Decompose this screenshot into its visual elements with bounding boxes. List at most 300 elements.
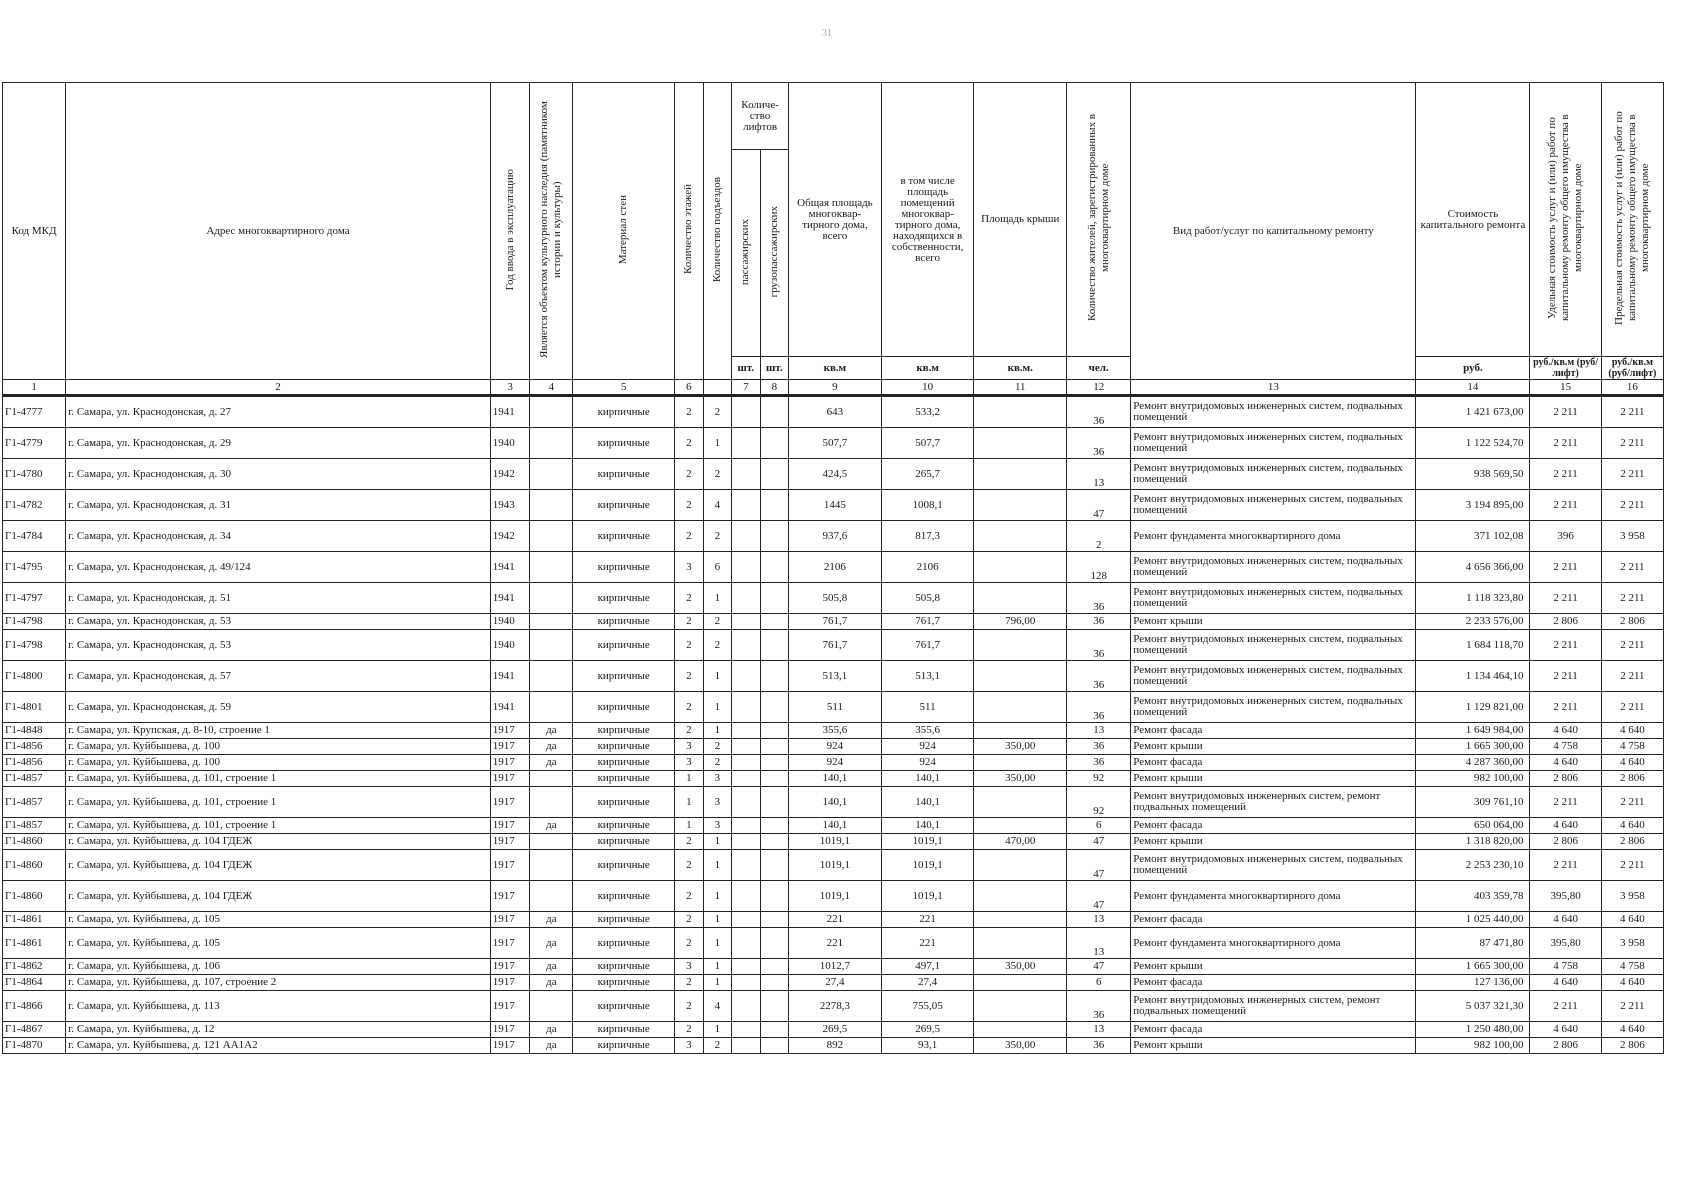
cell-roof-area bbox=[974, 583, 1067, 614]
cell-owned-area: 140,1 bbox=[881, 818, 974, 834]
cell-limit-cost: 4 640 bbox=[1601, 912, 1663, 928]
cell-passenger-lifts bbox=[732, 771, 761, 787]
cell-passenger-lifts bbox=[732, 490, 761, 521]
cell-entrances: 3 bbox=[703, 771, 732, 787]
cell-year: 1941 bbox=[490, 583, 530, 614]
cell-work-type: Ремонт фасада bbox=[1131, 1022, 1416, 1038]
cell-roof-area bbox=[974, 521, 1067, 552]
cell-address: г. Самара, ул. Куйбышева, д. 104 ГДЕЖ bbox=[66, 881, 491, 912]
cell-wall-material: кирпичные bbox=[573, 928, 675, 959]
cell-floors: 2 bbox=[675, 928, 704, 959]
cell-freight-lifts bbox=[760, 959, 789, 975]
cell-unit-cost: 4 640 bbox=[1530, 723, 1601, 739]
cell-work-type: Ремонт внутридомовых инженерных систем, подвальных помещений bbox=[1131, 692, 1416, 723]
cell-year: 1940 bbox=[490, 630, 530, 661]
cell-heritage: да bbox=[530, 959, 573, 975]
cell-wall-material: кирпичные bbox=[573, 428, 675, 459]
cell-year: 1941 bbox=[490, 661, 530, 692]
cell-wall-material: кирпичные bbox=[573, 583, 675, 614]
cell-owned-area: 755,05 bbox=[881, 991, 974, 1022]
cell-heritage: да bbox=[530, 1038, 573, 1054]
cell-total-area: 221 bbox=[789, 912, 882, 928]
cell-total-area: 761,7 bbox=[789, 614, 882, 630]
cell-code: Г1-4782 bbox=[3, 490, 66, 521]
cell-entrances: 4 bbox=[703, 991, 732, 1022]
cell-owned-area: 140,1 bbox=[881, 787, 974, 818]
cell-owned-area: 355,6 bbox=[881, 723, 974, 739]
cell-cost: 1 684 118,70 bbox=[1416, 630, 1530, 661]
cell-heritage bbox=[530, 428, 573, 459]
table-row bbox=[3, 723, 1664, 739]
cell-work-type: Ремонт фасада bbox=[1131, 723, 1416, 739]
cell-owned-area: 140,1 bbox=[881, 771, 974, 787]
cell-heritage bbox=[530, 771, 573, 787]
cell-address: г. Самара, ул. Куйбышева, д. 105 bbox=[66, 928, 491, 959]
cell-floors: 2 bbox=[675, 614, 704, 630]
cell-passenger-lifts bbox=[732, 661, 761, 692]
cell-heritage bbox=[530, 459, 573, 490]
cell-owned-area: 924 bbox=[881, 739, 974, 755]
cell-residents: 36 bbox=[1067, 428, 1131, 459]
cell-heritage: да bbox=[530, 739, 573, 755]
cell-owned-area: 93,1 bbox=[881, 1038, 974, 1054]
cell-entrances: 2 bbox=[703, 739, 732, 755]
cell-roof-area bbox=[974, 630, 1067, 661]
cell-year: 1917 bbox=[490, 959, 530, 975]
cell-code: Г1-4860 bbox=[3, 881, 66, 912]
cell-work-type: Ремонт внутридомовых инженерных систем, подвальных помещений bbox=[1131, 583, 1416, 614]
table-row bbox=[3, 661, 1664, 692]
cell-owned-area: 1019,1 bbox=[881, 834, 974, 850]
cell-roof-area: 350,00 bbox=[974, 771, 1067, 787]
cell-code: Г1-4777 bbox=[3, 396, 66, 428]
cell-entrances: 1 bbox=[703, 912, 732, 928]
cell-residents: 36 bbox=[1067, 614, 1131, 630]
cell-entrances: 1 bbox=[703, 850, 732, 881]
cell-floors: 2 bbox=[675, 723, 704, 739]
cell-unit-cost: 2 211 bbox=[1530, 850, 1601, 881]
cell-owned-area: 505,8 bbox=[881, 583, 974, 614]
cell-code: Г1-4867 bbox=[3, 1022, 66, 1038]
cell-floors: 1 bbox=[675, 818, 704, 834]
cell-wall-material: кирпичные bbox=[573, 818, 675, 834]
cell-year: 1917 bbox=[490, 771, 530, 787]
cell-floors: 2 bbox=[675, 428, 704, 459]
cell-work-type: Ремонт фасада bbox=[1131, 975, 1416, 991]
cell-residents: 92 bbox=[1067, 771, 1131, 787]
cell-passenger-lifts bbox=[732, 881, 761, 912]
cell-address: г. Самара, ул. Куйбышева, д. 121 АА1А2 bbox=[66, 1038, 491, 1054]
cell-limit-cost: 2 211 bbox=[1601, 459, 1663, 490]
cell-heritage bbox=[530, 396, 573, 428]
cell-entrances: 3 bbox=[703, 787, 732, 818]
table-row bbox=[3, 991, 1664, 1022]
cell-floors: 2 bbox=[675, 881, 704, 912]
cell-owned-area: 221 bbox=[881, 928, 974, 959]
cell-roof-area bbox=[974, 975, 1067, 991]
cell-total-area: 924 bbox=[789, 755, 882, 771]
cell-cost: 87 471,80 bbox=[1416, 928, 1530, 959]
cell-freight-lifts bbox=[760, 850, 789, 881]
unit-sqm: кв.м. bbox=[974, 357, 1067, 380]
cell-freight-lifts bbox=[760, 552, 789, 583]
page-number: 31 bbox=[822, 28, 832, 39]
cell-residents: 36 bbox=[1067, 692, 1131, 723]
cell-cost: 1 118 323,80 bbox=[1416, 583, 1530, 614]
cell-owned-area: 2106 bbox=[881, 552, 974, 583]
column-number: 4 bbox=[530, 380, 573, 396]
column-number: 13 bbox=[1131, 380, 1416, 396]
cell-residents: 47 bbox=[1067, 850, 1131, 881]
cell-work-type: Ремонт внутридомовых инженерных систем, подвальных помещений bbox=[1131, 661, 1416, 692]
cell-cost: 650 064,00 bbox=[1416, 818, 1530, 834]
cell-passenger-lifts bbox=[732, 583, 761, 614]
cell-heritage: да bbox=[530, 928, 573, 959]
cell-total-area: 221 bbox=[789, 928, 882, 959]
cell-freight-lifts bbox=[760, 991, 789, 1022]
cell-heritage: да bbox=[530, 912, 573, 928]
cell-code: Г1-4801 bbox=[3, 692, 66, 723]
cell-total-area: 140,1 bbox=[789, 771, 882, 787]
cell-floors: 2 bbox=[675, 396, 704, 428]
cell-code: Г1-4857 bbox=[3, 771, 66, 787]
cell-wall-material: кирпичные bbox=[573, 787, 675, 818]
cell-owned-area: 817,3 bbox=[881, 521, 974, 552]
cell-work-type: Ремонт фасада bbox=[1131, 912, 1416, 928]
cell-owned-area: 221 bbox=[881, 912, 974, 928]
cell-work-type: Ремонт фасада bbox=[1131, 755, 1416, 771]
cell-work-type: Ремонт внутридомовых инженерных систем, подвальных помещений bbox=[1131, 552, 1416, 583]
column-number-row bbox=[3, 380, 1664, 396]
cell-owned-area: 1019,1 bbox=[881, 850, 974, 881]
cell-unit-cost: 2 806 bbox=[1530, 1038, 1601, 1054]
cell-total-area: 513,1 bbox=[789, 661, 882, 692]
cell-residents: 13 bbox=[1067, 928, 1131, 959]
cell-unit-cost: 396 bbox=[1530, 521, 1601, 552]
cell-wall-material: кирпичные bbox=[573, 881, 675, 912]
cell-wall-material: кирпичные bbox=[573, 739, 675, 755]
cell-residents: 36 bbox=[1067, 739, 1131, 755]
cell-roof-area bbox=[974, 490, 1067, 521]
header-year: Год ввода в эксплуатацию bbox=[490, 83, 530, 380]
cell-cost: 982 100,00 bbox=[1416, 771, 1530, 787]
cell-freight-lifts bbox=[760, 614, 789, 630]
cell-passenger-lifts bbox=[732, 959, 761, 975]
cell-unit-cost: 4 758 bbox=[1530, 959, 1601, 975]
cell-work-type: Ремонт фундамента многоквартирного дома bbox=[1131, 521, 1416, 552]
cell-heritage bbox=[530, 583, 573, 614]
cell-freight-lifts bbox=[760, 723, 789, 739]
column-number: 2 bbox=[66, 380, 491, 396]
cell-address: г. Самара, ул. Куйбышева, д. 100 bbox=[66, 739, 491, 755]
cell-wall-material: кирпичные bbox=[573, 723, 675, 739]
column-number: 11 bbox=[974, 380, 1067, 396]
cell-entrances: 1 bbox=[703, 692, 732, 723]
cell-work-type: Ремонт внутридомовых инженерных систем, подвальных помещений bbox=[1131, 396, 1416, 428]
header-entrances: Количество подъездов bbox=[703, 83, 732, 380]
cell-code: Г1-4860 bbox=[3, 834, 66, 850]
cell-wall-material: кирпичные bbox=[573, 771, 675, 787]
cell-total-area: 511 bbox=[789, 692, 882, 723]
unit-people: чел. bbox=[1067, 357, 1131, 380]
cell-residents: 6 bbox=[1067, 975, 1131, 991]
table-row bbox=[3, 1022, 1664, 1038]
cell-roof-area bbox=[974, 723, 1067, 739]
cell-unit-cost: 2 211 bbox=[1530, 428, 1601, 459]
cell-roof-area: 350,00 bbox=[974, 1038, 1067, 1054]
cell-freight-lifts bbox=[760, 583, 789, 614]
cell-total-area: 1019,1 bbox=[789, 881, 882, 912]
cell-address: г. Самара, ул. Краснодонская, д. 49/124 bbox=[66, 552, 491, 583]
cell-limit-cost: 4 640 bbox=[1601, 975, 1663, 991]
cell-address: г. Самара, ул. Куйбышева, д. 12 bbox=[66, 1022, 491, 1038]
cell-year: 1940 bbox=[490, 428, 530, 459]
cell-total-area: 2106 bbox=[789, 552, 882, 583]
cell-owned-area: 924 bbox=[881, 755, 974, 771]
cell-unit-cost: 2 211 bbox=[1530, 490, 1601, 521]
header-cost: Стоимость капитального ремонта bbox=[1416, 83, 1530, 357]
cell-unit-cost: 2 211 bbox=[1530, 692, 1601, 723]
cell-work-type: Ремонт внутридомовых инженерных систем, подвальных помещений bbox=[1131, 630, 1416, 661]
cell-cost: 4 287 360,00 bbox=[1416, 755, 1530, 771]
cell-limit-cost: 4 640 bbox=[1601, 755, 1663, 771]
cell-unit-cost: 4 640 bbox=[1530, 1022, 1601, 1038]
cell-wall-material: кирпичные bbox=[573, 991, 675, 1022]
cell-heritage bbox=[530, 692, 573, 723]
cell-total-area: 355,6 bbox=[789, 723, 882, 739]
cell-total-area: 269,5 bbox=[789, 1022, 882, 1038]
cell-cost: 4 656 366,00 bbox=[1416, 552, 1530, 583]
header-heritage: Является объектом культурного наследия (памятником истории и культуры) bbox=[530, 83, 573, 380]
cell-cost: 2 253 230,10 bbox=[1416, 850, 1530, 881]
header-code: Код МКД bbox=[3, 83, 66, 380]
cell-address: г. Самара, ул. Краснодонская, д. 29 bbox=[66, 428, 491, 459]
cell-passenger-lifts bbox=[732, 630, 761, 661]
cell-address: г. Самара, ул. Куйбышева, д. 105 bbox=[66, 912, 491, 928]
cell-roof-area bbox=[974, 755, 1067, 771]
header-owned-area: в том числе площадь помещений многоквар-тирного дома, находящихся в собственности, всего bbox=[881, 83, 974, 357]
cell-address: г. Самара, ул. Куйбышева, д. 107, строение 2 bbox=[66, 975, 491, 991]
column-number: 5 bbox=[573, 380, 675, 396]
cell-roof-area bbox=[974, 818, 1067, 834]
cell-roof-area: 350,00 bbox=[974, 739, 1067, 755]
cell-wall-material: кирпичные bbox=[573, 912, 675, 928]
cell-address: г. Самара, ул. Куйбышева, д. 104 ГДЕЖ bbox=[66, 834, 491, 850]
cell-heritage bbox=[530, 614, 573, 630]
cell-unit-cost: 2 211 bbox=[1530, 630, 1601, 661]
cell-freight-lifts bbox=[760, 428, 789, 459]
cell-owned-area: 497,1 bbox=[881, 959, 974, 975]
cell-total-area: 924 bbox=[789, 739, 882, 755]
unit-pcs: шт. bbox=[760, 357, 789, 380]
cell-wall-material: кирпичные bbox=[573, 630, 675, 661]
table-row bbox=[3, 881, 1664, 912]
cell-total-area: 507,7 bbox=[789, 428, 882, 459]
header-unit-cost: Удельная стоимость услуг и (или) работ по капитальному ремонту общего имущества в многоквартирном доме bbox=[1530, 83, 1601, 357]
table-row bbox=[3, 396, 1664, 428]
table-row bbox=[3, 818, 1664, 834]
cell-freight-lifts bbox=[760, 521, 789, 552]
header-limit-cost: Предельная стоимость услуг и (или) работ по капитальному ремонту общего имущества в многоквартирном доме bbox=[1601, 83, 1663, 357]
table-row bbox=[3, 583, 1664, 614]
cell-owned-area: 761,7 bbox=[881, 630, 974, 661]
column-number: 9 bbox=[789, 380, 882, 396]
cell-entrances: 1 bbox=[703, 959, 732, 975]
cell-passenger-lifts bbox=[732, 739, 761, 755]
cell-passenger-lifts bbox=[732, 928, 761, 959]
table-body bbox=[3, 396, 1664, 1054]
cell-entrances: 1 bbox=[703, 723, 732, 739]
cell-residents: 36 bbox=[1067, 661, 1131, 692]
cell-work-type: Ремонт внутридомовых инженерных систем, подвальных помещений bbox=[1131, 490, 1416, 521]
unit-sqm: кв.м bbox=[789, 357, 882, 380]
cell-owned-area: 511 bbox=[881, 692, 974, 723]
cell-freight-lifts bbox=[760, 459, 789, 490]
cell-roof-area bbox=[974, 1022, 1067, 1038]
cell-cost: 1 665 300,00 bbox=[1416, 739, 1530, 755]
cell-roof-area bbox=[974, 459, 1067, 490]
cell-owned-area: 533,2 bbox=[881, 396, 974, 428]
cell-year: 1941 bbox=[490, 552, 530, 583]
table-row bbox=[3, 490, 1664, 521]
cell-wall-material: кирпичные bbox=[573, 975, 675, 991]
header-wall-material: Материал стен bbox=[573, 83, 675, 380]
cell-year: 1917 bbox=[490, 723, 530, 739]
cell-work-type: Ремонт фундамента многоквартирного дома bbox=[1131, 928, 1416, 959]
header-floors: Количество этажей bbox=[675, 83, 704, 380]
cell-passenger-lifts bbox=[732, 834, 761, 850]
cell-year: 1917 bbox=[490, 787, 530, 818]
cell-unit-cost: 2 806 bbox=[1530, 614, 1601, 630]
cell-entrances: 2 bbox=[703, 614, 732, 630]
cell-floors: 1 bbox=[675, 771, 704, 787]
table-row bbox=[3, 1038, 1664, 1054]
cell-cost: 127 136,00 bbox=[1416, 975, 1530, 991]
cell-total-area: 643 bbox=[789, 396, 882, 428]
cell-work-type: Ремонт фундамента многоквартирного дома bbox=[1131, 881, 1416, 912]
cell-year: 1943 bbox=[490, 490, 530, 521]
cell-unit-cost: 4 758 bbox=[1530, 739, 1601, 755]
cell-owned-area: 1019,1 bbox=[881, 881, 974, 912]
cell-year: 1917 bbox=[490, 1022, 530, 1038]
cell-address: г. Самара, ул. Куйбышева, д. 101, строение 1 bbox=[66, 818, 491, 834]
cell-heritage bbox=[530, 630, 573, 661]
cell-passenger-lifts bbox=[732, 692, 761, 723]
header-freight-lifts: грузопассажирских bbox=[760, 150, 789, 357]
cell-residents: 6 bbox=[1067, 818, 1131, 834]
cell-address: г. Самара, ул. Крупская, д. 8-10, строение 1 bbox=[66, 723, 491, 739]
unit-rub: руб. bbox=[1416, 357, 1530, 380]
cell-code: Г1-4797 bbox=[3, 583, 66, 614]
cell-work-type: Ремонт крыши bbox=[1131, 1038, 1416, 1054]
cell-passenger-lifts bbox=[732, 428, 761, 459]
cell-roof-area bbox=[974, 552, 1067, 583]
cell-freight-lifts bbox=[760, 630, 789, 661]
cell-heritage: да bbox=[530, 975, 573, 991]
cell-roof-area bbox=[974, 928, 1067, 959]
cell-address: г. Самара, ул. Краснодонская, д. 27 bbox=[66, 396, 491, 428]
cell-limit-cost: 2 211 bbox=[1601, 661, 1663, 692]
cell-code: Г1-4798 bbox=[3, 630, 66, 661]
capital-repair-table bbox=[2, 82, 1664, 1054]
cell-year: 1942 bbox=[490, 521, 530, 552]
cell-residents: 36 bbox=[1067, 991, 1131, 1022]
cell-residents: 47 bbox=[1067, 834, 1131, 850]
table-row bbox=[3, 630, 1664, 661]
cell-residents: 2 bbox=[1067, 521, 1131, 552]
table-row bbox=[3, 959, 1664, 975]
cell-passenger-lifts bbox=[732, 552, 761, 583]
cell-passenger-lifts bbox=[732, 459, 761, 490]
cell-roof-area bbox=[974, 850, 1067, 881]
header-residents: Количество жителей, зарегистрированных в многоквартирном доме bbox=[1067, 83, 1131, 357]
cell-unit-cost: 2 211 bbox=[1530, 459, 1601, 490]
cell-total-area: 505,8 bbox=[789, 583, 882, 614]
cell-floors: 2 bbox=[675, 1022, 704, 1038]
cell-passenger-lifts bbox=[732, 818, 761, 834]
cell-limit-cost: 2 211 bbox=[1601, 428, 1663, 459]
cell-roof-area: 796,00 bbox=[974, 614, 1067, 630]
cell-address: г. Самара, ул. Краснодонская, д. 51 bbox=[66, 583, 491, 614]
cell-owned-area: 513,1 bbox=[881, 661, 974, 692]
cell-entrances: 3 bbox=[703, 818, 732, 834]
cell-freight-lifts bbox=[760, 818, 789, 834]
cell-wall-material: кирпичные bbox=[573, 959, 675, 975]
column-number: 10 bbox=[881, 380, 974, 396]
cell-unit-cost: 4 640 bbox=[1530, 912, 1601, 928]
cell-freight-lifts bbox=[760, 692, 789, 723]
table-row bbox=[3, 912, 1664, 928]
cell-entrances: 1 bbox=[703, 881, 732, 912]
cell-freight-lifts bbox=[760, 755, 789, 771]
cell-heritage: да bbox=[530, 818, 573, 834]
cell-year: 1917 bbox=[490, 881, 530, 912]
cell-work-type: Ремонт крыши bbox=[1131, 771, 1416, 787]
cell-freight-lifts bbox=[760, 490, 789, 521]
cell-cost: 1 025 440,00 bbox=[1416, 912, 1530, 928]
unit-rub-per-sqm: руб./кв.м (руб/лифт) bbox=[1601, 357, 1663, 380]
header-roof-area: Площадь крыши bbox=[974, 83, 1067, 357]
cell-limit-cost: 2 806 bbox=[1601, 834, 1663, 850]
cell-freight-lifts bbox=[760, 928, 789, 959]
cell-entrances: 1 bbox=[703, 975, 732, 991]
cell-passenger-lifts bbox=[732, 614, 761, 630]
cell-passenger-lifts bbox=[732, 723, 761, 739]
cell-code: Г1-4779 bbox=[3, 428, 66, 459]
cell-cost: 1 134 464,10 bbox=[1416, 661, 1530, 692]
cell-code: Г1-4800 bbox=[3, 661, 66, 692]
cell-address: г. Самара, ул. Куйбышева, д. 106 bbox=[66, 959, 491, 975]
cell-floors: 2 bbox=[675, 991, 704, 1022]
cell-limit-cost: 3 958 bbox=[1601, 881, 1663, 912]
cell-passenger-lifts bbox=[732, 1038, 761, 1054]
cell-work-type: Ремонт крыши bbox=[1131, 614, 1416, 630]
cell-floors: 3 bbox=[675, 755, 704, 771]
cell-cost: 938 569,50 bbox=[1416, 459, 1530, 490]
table-row bbox=[3, 692, 1664, 723]
cell-year: 1941 bbox=[490, 396, 530, 428]
cell-address: г. Самара, ул. Куйбышева, д. 101, строение 1 bbox=[66, 771, 491, 787]
table-row bbox=[3, 739, 1664, 755]
cell-code: Г1-4795 bbox=[3, 552, 66, 583]
column-number: 16 bbox=[1601, 380, 1663, 396]
cell-floors: 3 bbox=[675, 959, 704, 975]
cell-code: Г1-4861 bbox=[3, 912, 66, 928]
cell-floors: 3 bbox=[675, 552, 704, 583]
cell-cost: 1 421 673,00 bbox=[1416, 396, 1530, 428]
cell-roof-area bbox=[974, 396, 1067, 428]
cell-unit-cost: 2 211 bbox=[1530, 991, 1601, 1022]
